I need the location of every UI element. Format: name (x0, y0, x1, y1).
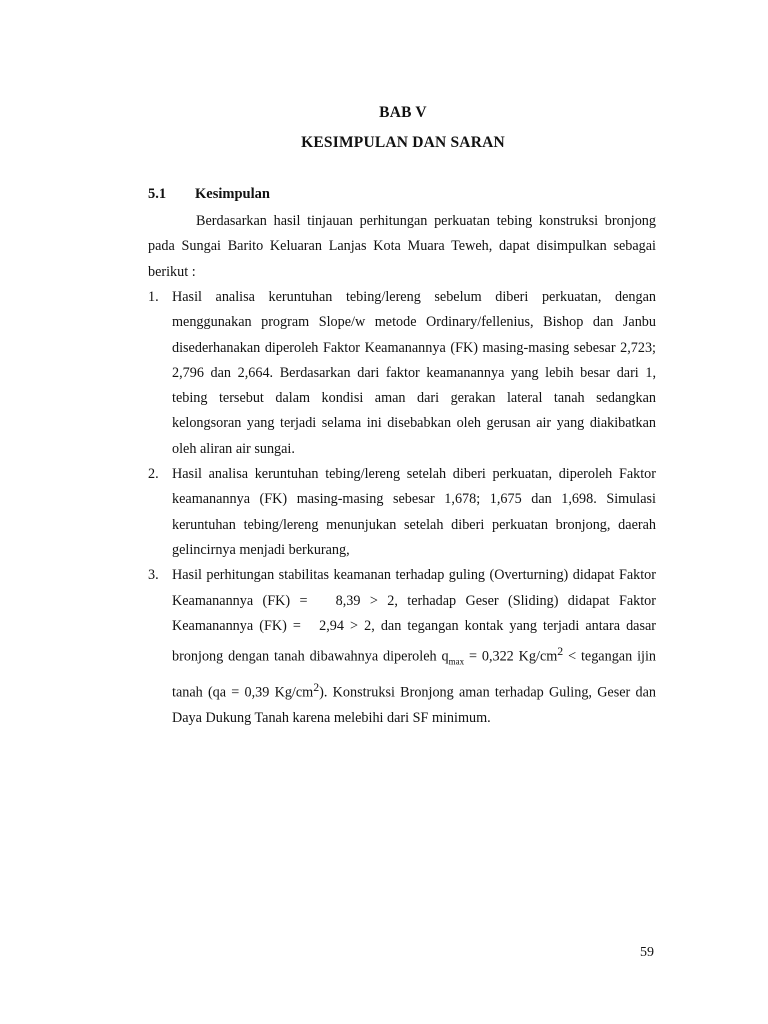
list-item-text: ). Konstruksi Bronjong aman terhadap Guling, Geser dan Daya Dukung Tanah karena melebihi dari SF minimum. (172, 684, 656, 727)
list-item-text: Hasil perhitungan stabilitas keamanan terhadap guling (Overturning) didapat Faktor Keamanannya (FK) = 8,39 > 2, terhadap Geser (Sliding) didapat Faktor Keamanannya (FK) = 2,94 > 2, dan tegangan kontak yang terjadi antara dasar bronjong dengan tanah dibawahnya diperoleh q (172, 567, 656, 665)
section-heading (148, 186, 270, 203)
list-item (148, 285, 656, 462)
superscript-2: 2 (557, 644, 564, 659)
list-item-text: = 0,322 Kg/cm (464, 648, 558, 665)
list-marker: 3. (148, 567, 159, 584)
list-marker: 1. (148, 289, 159, 305)
list-item-text: Hasil analisa keruntuhan tebing/lereng sebelum diberi perkuatan, dengan menggunakan program Slope/w metode Ordinary/fellenius, Bishop dan Janbu disederhanakan diperoleh Faktor Keamanannya (FK) masing-masing sebesar 2,723; 2,796 dan 2,664. Berdasarkan dari faktor keamanannya yang lebih besar dari 1, tebing tersebut dalam kondisi aman dari gerakan lateral tanah sedangkan kelongsoran yang terjadi selama ini disebabkan oleh gerusan air yang diakibatkan oleh aliran air sungai. (172, 289, 656, 457)
conclusion-list (148, 285, 656, 731)
page-number: 59 (640, 945, 654, 960)
intro-paragraph: Berdasarkan hasil tinjauan perhitungan perkuatan tebing konstruksi bronjong pada Sungai Barito Keluaran Lanjas Kota Muara Teweh, dapat disimpulkan sebagai berikut : (148, 213, 656, 280)
superscript-2: 2 (313, 680, 320, 695)
section-number: 5.1 (148, 186, 167, 202)
list-item-text: < tegangan ijin tanah (qa = 0,39 Kg/cm (172, 648, 656, 701)
subscript-max: max (448, 656, 465, 667)
list-item (148, 563, 656, 731)
list-item-text: Hasil analisa keruntuhan tebing/lereng setelah diberi perkuatan, diperoleh Faktor keamanannya (FK) masing-masing sebesar 1,678; 1,675 dan 1,698. Simulasi keruntuhan tebing/lereng menunjukan setelah diberi perkuatan bronjong, daerah gelincirnya menjadi berkurang, (172, 466, 656, 558)
list-marker: 2. (148, 466, 159, 483)
list-item (148, 462, 656, 563)
chapter-heading: BAB V (379, 104, 427, 121)
chapter-title: KESIMPULAN DAN SARAN (301, 134, 505, 151)
section-title: Kesimpulan (195, 186, 270, 202)
